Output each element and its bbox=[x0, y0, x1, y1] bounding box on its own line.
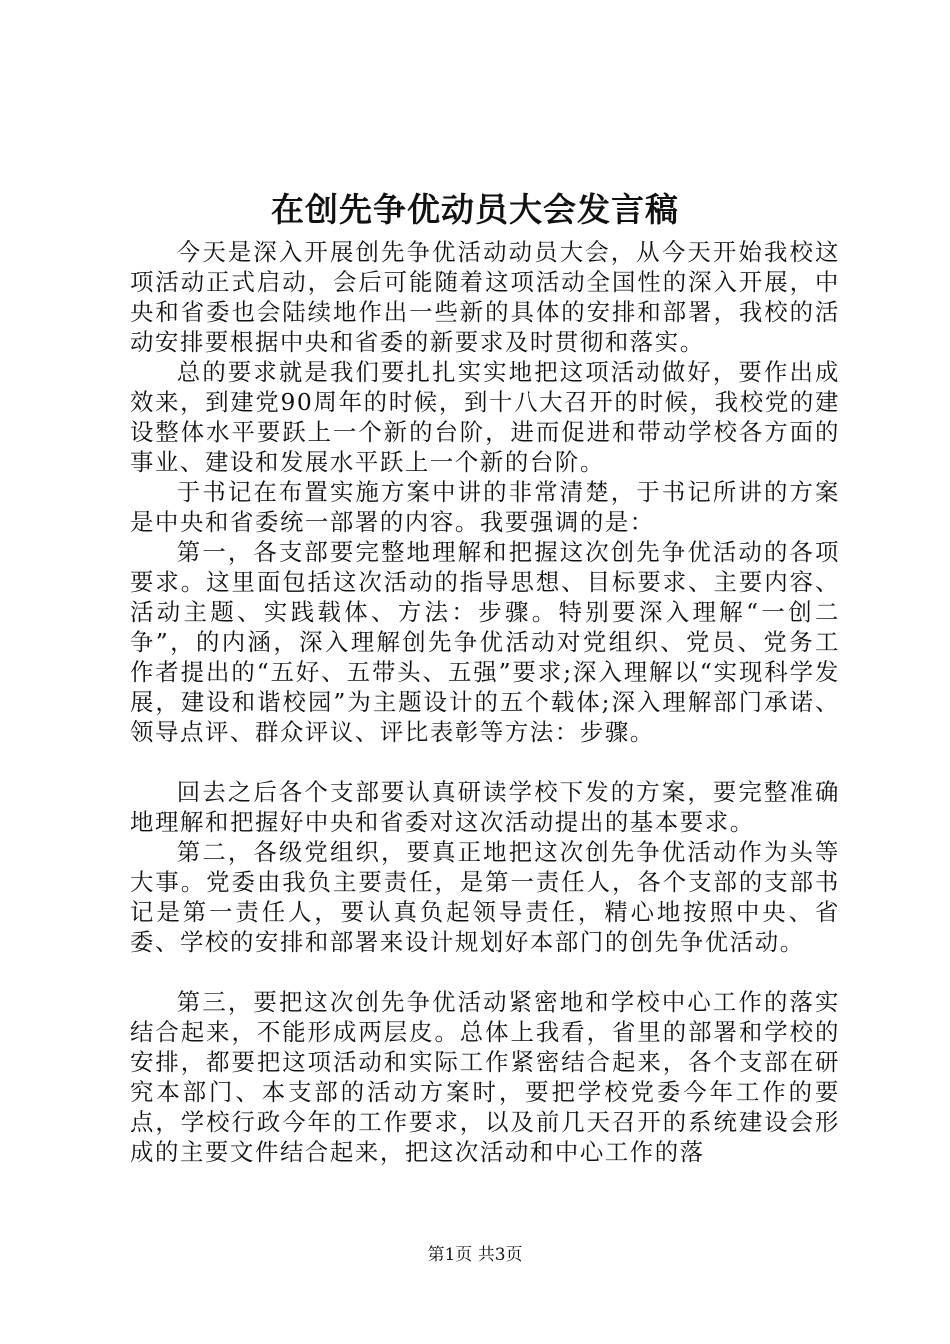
paragraph-5: 回去之后各个支部要认真研读学校下发的方案，要完整准确地理解和把握好中央和省委对这次活动提出的基本要求。 bbox=[130, 778, 840, 836]
paragraph-6: 第二，各级党组织，要真正地把这次创先争优活动作为头等大事。党委由我负主要责任，是第一责任人，各个支部的支部书记是第一责任人，要认真负起领导责任，精心地按照中央、省委、学校的安排和部署来设计规划好本部门的创先争优活动。 bbox=[130, 838, 840, 956]
page-footer: 第1页 共3页 bbox=[427, 1245, 523, 1265]
document-body bbox=[130, 237, 840, 1167]
paragraph-2: 总的要求就是我们要扎扎实实地把这项活动做好，要作出成效来，到建党90周年的时候，到十八大召开的时候，我校党的建设整体水平要跃上一个新的台阶，进而促进和带动学校各方面的事业、建设和发展水平跃上一个新的台阶。 bbox=[130, 358, 840, 476]
paragraph-1: 今天是深入开展创先争优活动动员大会，从今天开始我校这项活动正式启动，会后可能随着这项活动全国性的深入开展，中央和省委也会陆续地作出一些新的具体的安排和部署，我校的活动安排要根据中央和省委的新要求及时贯彻和落实。 bbox=[130, 238, 840, 356]
document-title: 在创先争优动员大会发言稿 bbox=[271, 190, 679, 229]
paragraph-3: 于书记在布置实施方案中讲的非常清楚，于书记所讲的方案是中央和省委统一部署的内容。我要强调的是： bbox=[130, 478, 840, 536]
paragraph-4: 第一，各支部要完整地理解和把握这次创先争优活动的各项要求。这里面包括这次活动的指导思想、目标要求、主要内容、活动主题、实践载体、方法：步骤。特别要深入理解“一创二争”，的内涵，深入理解创先争优活动对党组织、党员、党务工作者提出的“五好、五带头、五强”要求;深入理解以“实现科学发展，建设和谐校园”为主题设计的五个载体;深入理解部门承诺、领导点评、群众评议、评比表彰等方法：步骤。 bbox=[130, 538, 840, 746]
paragraph-7: 第三，要把这次创先争优活动紧密地和学校中心工作的落实结合起来，不能形成两层皮。总体上我看，省里的部署和学校的安排，都要把这项活动和实际工作紧密结合起来，各个支部在研究本部门、本支部的活动方案时，要把学校党委今年工作的要点，学校行政今年的工作要求，以及前几天召开的系统建设会形成的主要文件结合起来，把这次活动和中心工作的落 bbox=[130, 988, 840, 1166]
